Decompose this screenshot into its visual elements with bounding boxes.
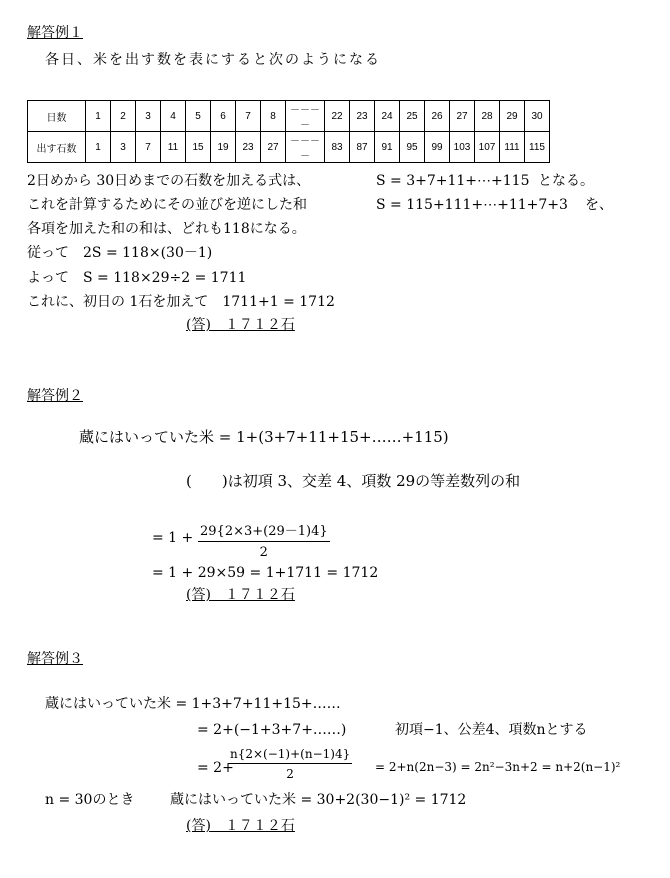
count-cell: 83 bbox=[325, 132, 350, 163]
ex1-line6: これに、初日の 1石を加えて 1711+1 = 1712 bbox=[27, 294, 335, 310]
ex1-answer: (答) １７１２石 bbox=[186, 317, 295, 333]
day-cell: 7 bbox=[236, 101, 261, 132]
day-cell: 22 bbox=[325, 101, 350, 132]
ex3-fraction-numerator: n{2×(−1)+(n−1)4} bbox=[228, 747, 352, 764]
ex2-line2: ( )は初項 3、交差 4、項数 29の等差数列の和 bbox=[186, 472, 521, 490]
ex3-line2b: 初項−1、公差4、項数nとする bbox=[395, 722, 588, 738]
ex3-line2a: = 2+(−1+3+7+……) bbox=[197, 722, 347, 738]
ex1-line1c: となる。 bbox=[538, 173, 594, 189]
table-gap-cell: －－－－ bbox=[286, 101, 325, 132]
count-cell: 11 bbox=[161, 132, 186, 163]
count-cell: 95 bbox=[400, 132, 425, 163]
day-cell: 27 bbox=[450, 101, 475, 132]
ex3-line4b: 蔵にはいっていた米 = 30+2(30−1)² = 1712 bbox=[170, 792, 467, 808]
ex3-fraction bbox=[228, 747, 352, 781]
example1-intro: 各日、米を出す数を表にすると次のようになる bbox=[45, 52, 381, 68]
count-cell: 87 bbox=[350, 132, 375, 163]
count-cell: 103 bbox=[450, 132, 475, 163]
stones-table bbox=[27, 100, 550, 163]
ex1-line1a: 2日めから 30日めまでの石数を加える式は、 bbox=[27, 173, 311, 189]
count-cell: 27 bbox=[261, 132, 286, 163]
count-cell: 15 bbox=[186, 132, 211, 163]
count-cell: 3 bbox=[111, 132, 136, 163]
ex2-line1: 蔵にはいっていた米 = 1+(3+7+11+15+……+115) bbox=[79, 428, 449, 446]
day-cell: 2 bbox=[111, 101, 136, 132]
table-gap-cell: －－－－ bbox=[286, 132, 325, 163]
ex3-eq-prefix: = 2+ bbox=[197, 760, 234, 776]
ex3-eq-suffix: = 2+n(2n−3) = 2n²−3n+2 = n+2(n−1)² bbox=[375, 760, 621, 774]
day-cell: 8 bbox=[261, 101, 286, 132]
ex1-line5: よって S = 118×29÷2 = 1711 bbox=[27, 270, 247, 286]
row-label-counts: 出す石数 bbox=[28, 132, 86, 163]
day-cell: 24 bbox=[375, 101, 400, 132]
day-cell: 6 bbox=[211, 101, 236, 132]
ex3-answer: (答) １７１２石 bbox=[186, 818, 295, 834]
ex2-fraction-denominator: 2 bbox=[259, 545, 268, 560]
day-cell: 1 bbox=[86, 101, 111, 132]
count-cell: 1 bbox=[86, 132, 111, 163]
day-cell: 25 bbox=[400, 101, 425, 132]
ex1-line2b: S = 115+111+⋯+11+7+3 bbox=[376, 197, 568, 213]
ex1-line1b: S = 3+7+11+⋯+115 bbox=[376, 173, 530, 189]
count-cell: 91 bbox=[375, 132, 400, 163]
ex3-line1: 蔵にはいっていた米 = 1+3+7+11+15+…… bbox=[45, 696, 341, 712]
ex1-line4: 従って 2S = 118×(30－1) bbox=[27, 245, 213, 261]
counts-row bbox=[28, 132, 550, 163]
ex3-line4a: n = 30のとき bbox=[45, 792, 135, 808]
example1-heading: 解答例１ bbox=[27, 25, 83, 41]
ex1-line2c: を、 bbox=[585, 197, 613, 213]
day-cell: 26 bbox=[425, 101, 450, 132]
count-cell: 115 bbox=[525, 132, 550, 163]
day-cell: 29 bbox=[500, 101, 525, 132]
day-cell: 3 bbox=[136, 101, 161, 132]
ex1-line3: 各項を加えた和の和は、どれも118になる。 bbox=[27, 221, 306, 237]
row-label-days: 日数 bbox=[28, 101, 86, 132]
ex2-fraction bbox=[198, 520, 330, 560]
count-cell: 23 bbox=[236, 132, 261, 163]
count-cell: 99 bbox=[425, 132, 450, 163]
days-row bbox=[28, 101, 550, 132]
day-cell: 30 bbox=[525, 101, 550, 132]
day-cell: 23 bbox=[350, 101, 375, 132]
day-cell: 5 bbox=[186, 101, 211, 132]
ex2-fraction-numerator: 29{2×3+(29－1)4} bbox=[198, 520, 330, 542]
example2-heading: 解答例２ bbox=[27, 388, 83, 404]
ex2-eq-prefix: = 1 + bbox=[152, 530, 194, 546]
ex2-answer: (答) １７１２石 bbox=[186, 587, 295, 603]
day-cell: 28 bbox=[475, 101, 500, 132]
day-cell: 4 bbox=[161, 101, 186, 132]
count-cell: 7 bbox=[136, 132, 161, 163]
ex1-line2a: これを計算するためにその並びを逆にした和 bbox=[27, 197, 307, 213]
ex3-fraction-denominator: 2 bbox=[286, 767, 294, 781]
ex2-line4: = 1 + 29×59 = 1+1711 = 1712 bbox=[152, 565, 379, 581]
count-cell: 19 bbox=[211, 132, 236, 163]
count-cell: 111 bbox=[500, 132, 525, 163]
example3-heading: 解答例３ bbox=[27, 651, 83, 667]
count-cell: 107 bbox=[475, 132, 500, 163]
